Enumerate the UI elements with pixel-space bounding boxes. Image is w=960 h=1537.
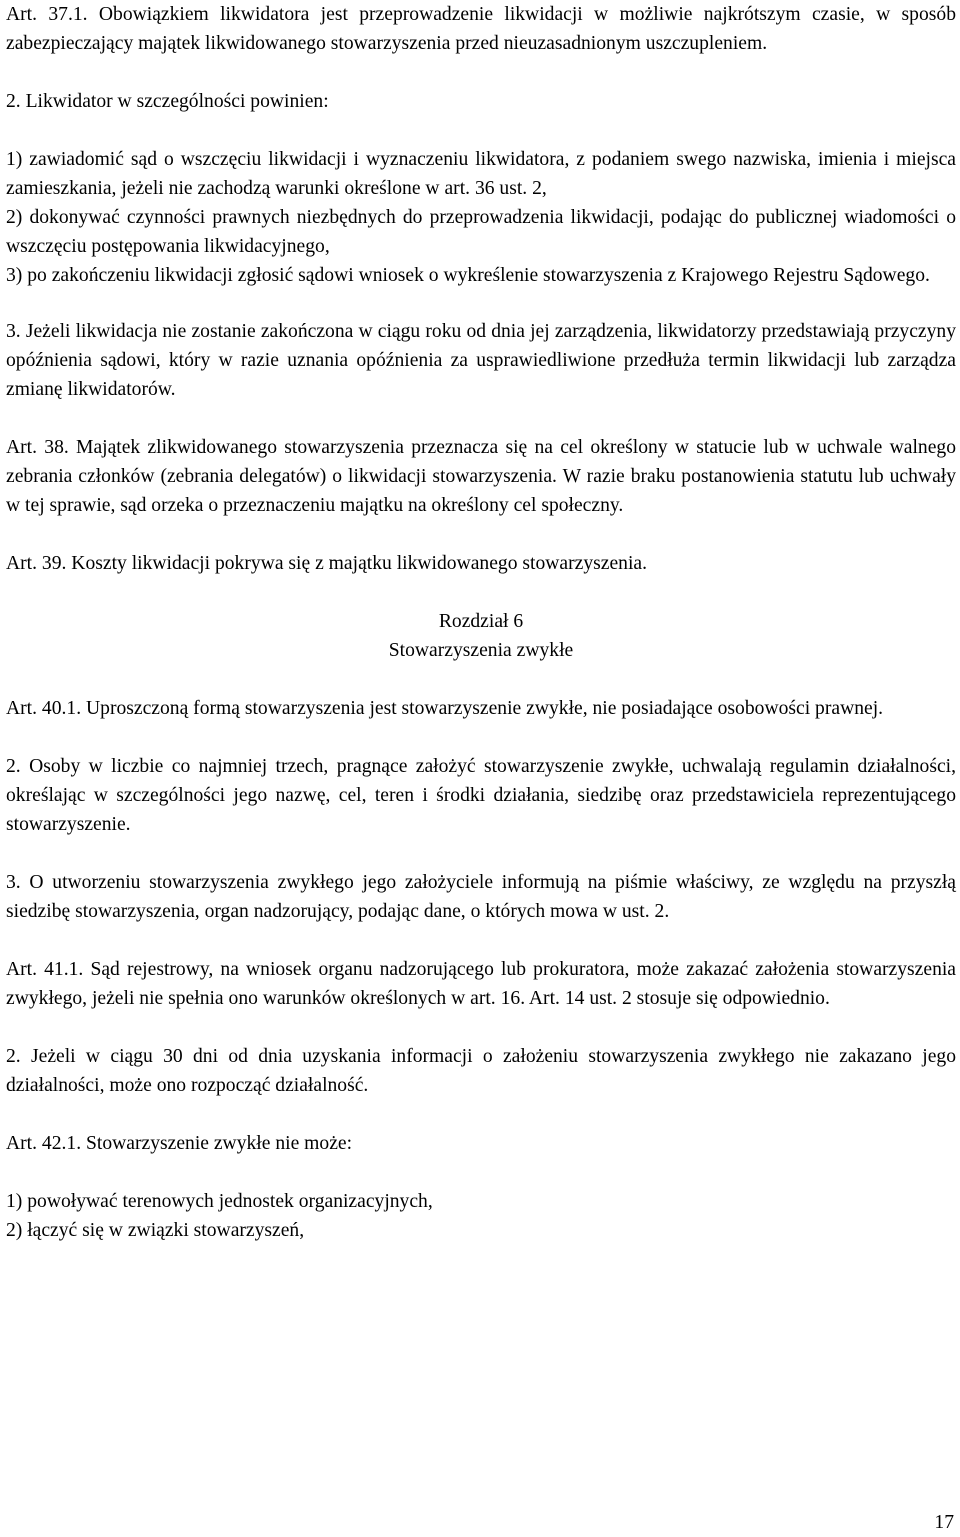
art40-1-paragraph: Art. 40.1. Uproszczoną formą stowarzyszenia jest stowarzyszenie zwykłe, nie posiadające osobowości prawnej. [6, 698, 884, 719]
art41-2-paragraph: 2. Jeżeli w ciągu 30 dni od dnia uzyskania informacji o założeniu stowarzyszenia zwykłego nie zakazano jego działalności, może ono rozpocząć działalność. [6, 1046, 956, 1096]
art37-2-item-2: 2) dokonywać czynności prawnych niezbędnych do przeprowadzenia likwidacji, podając do publicznej wiadomości o wszczęciu postępowania likwidacyjnego, [6, 207, 956, 257]
art37-1-paragraph: Art. 37.1. Obowiązkiem likwidatora jest przeprowadzenie likwidacji w możliwie najkrótszym czasie, w sposób zabezpieczający majątek likwidowanego stowarzyszenia przed nieuzasadnionym uszczupleniem. [6, 4, 956, 54]
art37-2-item-1: 1) zawiadomić sąd o wszczęciu likwidacji i wyznaczeniu likwidatora, z podaniem swego nazwiska, imienia i miejsca zamieszkania, jeżeli nie zachodzą warunki określone w art. 36 ust. 2, [6, 149, 956, 199]
chapter-number: Rozdział 6 [438, 611, 524, 632]
art37-2-item-3: 3) po zakończeniu likwidacji zgłosić sądowi wniosek o wykreślenie stowarzyszenia z Krajowego Rejestru Sądowego. [6, 265, 930, 286]
art41-1-paragraph: Art. 41.1. Sąd rejestrowy, na wniosek organu nadzorującego lub prokuratora, może zakazać założenia stowarzyszenia zwykłego, jeżeli nie spełnia ono warunków określonych w art. 16. Art. 14 ust. 2 stosuje się odpowiednio. [6, 959, 956, 1009]
art37-2-intro: 2. Likwidator w szczególności powinien: [6, 91, 329, 112]
art38-paragraph: Art. 38. Majątek zlikwidowanego stowarzyszenia przeznacza się na cel określony w statucie lub w uchwale walnego zebrania członków (zebrania delegatów) o likwidacji stowarzyszenia. W razie braku postanowienia statutu lub uchwały w tej sprawie, sąd orzeka o przeznaczeniu majątku na określony cel społeczny. [6, 437, 956, 516]
art37-3-paragraph: 3. Jeżeli likwidacja nie zostanie zakończona w ciągu roku od dnia jej zarządzenia, likwidatorzy przedstawiają przyczyny opóźnienia sądowi, który w razie uznania opóźnienia za usprawiedliwione przedłuża termin likwidacji lub zarządza zmianę likwidatorów. [6, 321, 956, 400]
document-page [6, 0, 956, 1245]
art42-1-intro: Art. 42.1. Stowarzyszenie zwykłe nie może: [6, 1133, 353, 1154]
art40-3-paragraph: 3. O utworzeniu stowarzyszenia zwykłego jego założyciele informują na piśmie właściwy, ze względu na przyszłą siedzibę stowarzyszenia, organ nadzorujący, podając dane, o których mowa w ust. 2. [6, 872, 956, 922]
art40-2-paragraph: 2. Osoby w liczbie co najmniej trzech, pragnące założyć stowarzyszenie zwykłe, uchwalają regulamin działalności, określając w szczególności jego nazwę, cel, teren i środki działania, siedzibę oraz przedstawiciela reprezentującego stowarzyszenie. [6, 756, 956, 835]
art42-1-item-2: 2) łączyć się w związki stowarzyszeń, [6, 1220, 305, 1241]
art42-1-item-1: 1) powoływać terenowych jednostek organizacyjnych, [6, 1191, 433, 1212]
art39-paragraph: Art. 39. Koszty likwidacji pokrywa się z majątku likwidowanego stowarzyszenia. [6, 553, 647, 574]
page-number: 17 [934, 1512, 954, 1533]
chapter-title: Stowarzyszenia zwykłe [388, 640, 574, 661]
